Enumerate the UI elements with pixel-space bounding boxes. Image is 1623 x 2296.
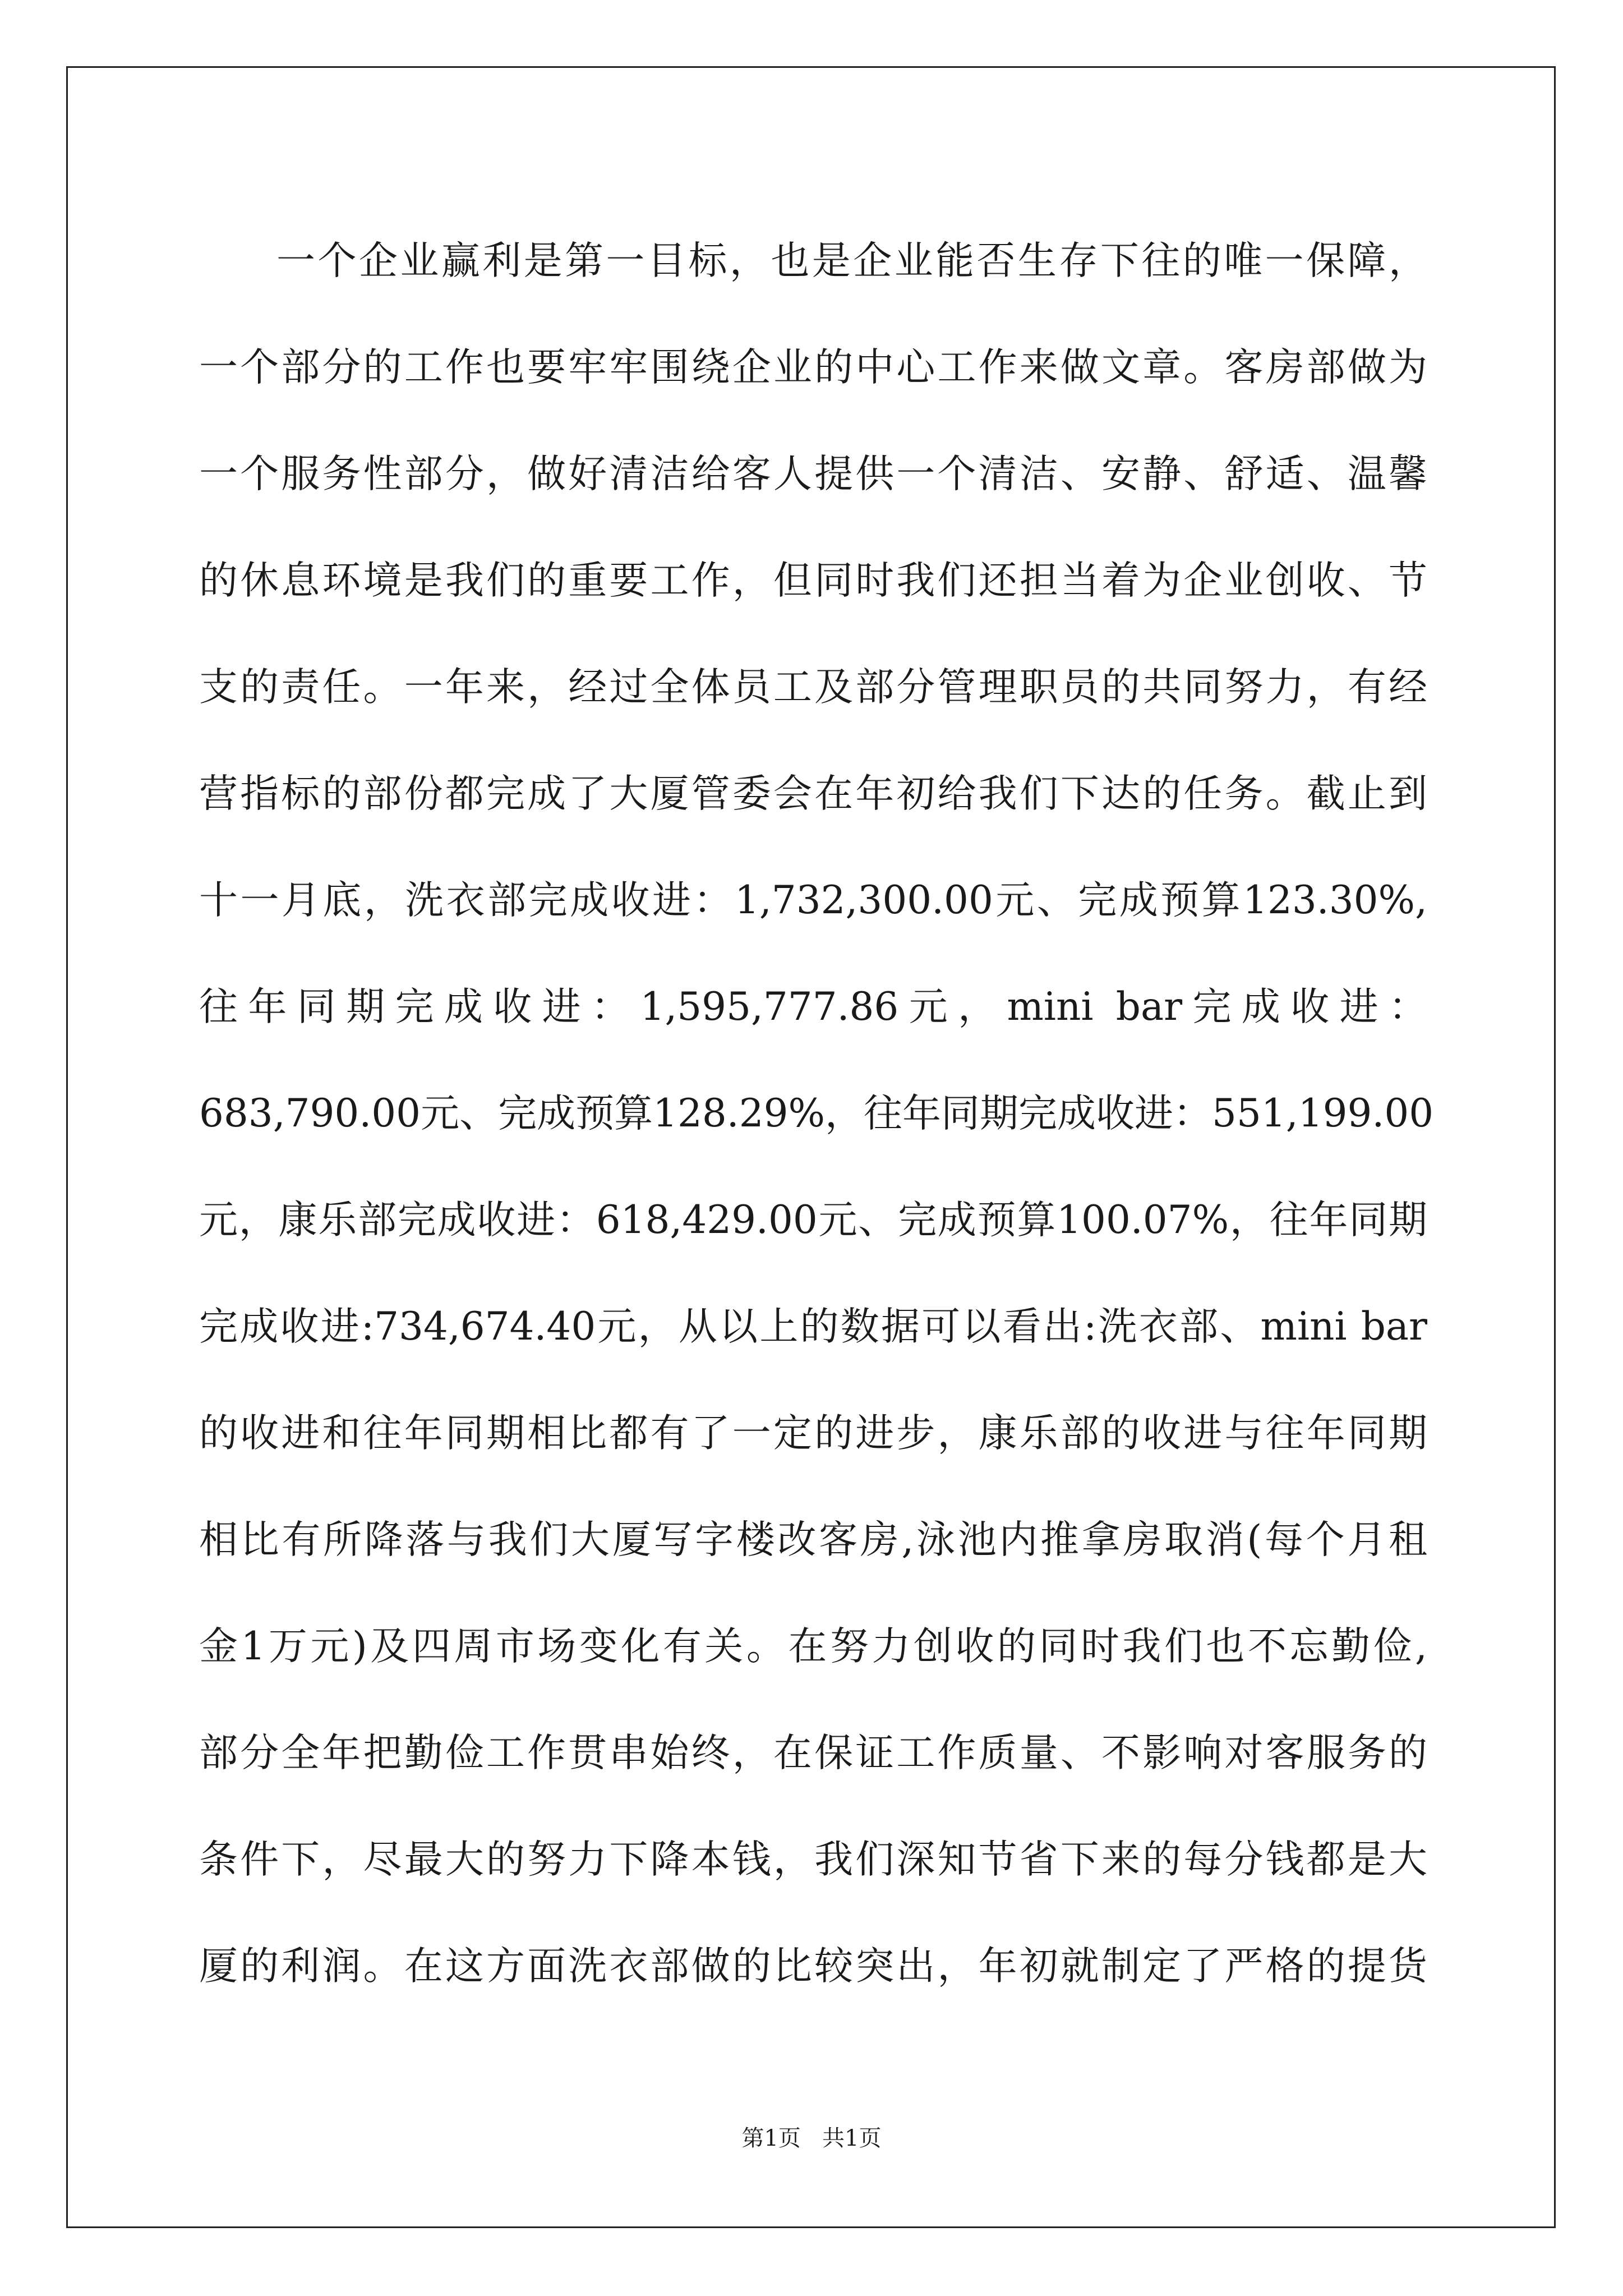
- paragraph-line-1: 一个企业赢利是第一目标，也是企业能否生存下往的唯一保障，: [276, 238, 1427, 283]
- paragraph-line-16: 条件下，尽最大的努力下降本钱，我们深知节省下来的每分钱都是大: [199, 1837, 1427, 1882]
- paragraph-line-11: 完成收进:734,674.40元，从以上的数据可以看出:洗衣部、mini bar: [199, 1304, 1427, 1349]
- paragraph-line-10: 元，康乐部完成收进：618,429.00元、完成预算100.07%，往年同期: [199, 1198, 1427, 1243]
- paragraph-line-15: 部分全年把勤俭工作贯串始终，在保证工作质量、不影响对客服务的: [199, 1731, 1427, 1775]
- paragraph-line-2: 一个部分的工作也要牢牢围绕企业的中心工作来做文章。客房部做为: [199, 345, 1427, 390]
- page-number-footer: 第1页 共1页: [741, 2125, 882, 2151]
- paragraph-line-3: 一个服务性部分，做好清洁给客人提供一个清洁、安静、舒适、温馨: [199, 452, 1427, 496]
- paragraph-line-17: 厦的利润。在这方面洗衣部做的比较突出，年初就制定了严格的提货: [199, 1944, 1427, 1989]
- paragraph-line-12: 的收进和往年同期相比都有了一定的进步，康乐部的收进与往年同期: [199, 1411, 1427, 1456]
- paragraph-line-13: 相比有所降落与我们大厦写字楼改客房,泳池内推拿房取消(每个月租: [199, 1517, 1427, 1562]
- paragraph-line-5: 支的责任。一年来，经过全体员工及部分管理职员的共同努力，有经: [199, 665, 1427, 710]
- paragraph-line-7: 十一月底，洗衣部完成收进：1,732,300.00元、完成预算123.30%,: [199, 878, 1427, 923]
- paragraph-line-8: 往年同期完成收进：1,595,777.86元，mini bar完成收进：: [199, 984, 1427, 1029]
- paragraph-line-14: 金1万元)及四周市场变化有关。在努力创收的同时我们也不忘勤俭,: [199, 1624, 1427, 1669]
- paragraph-line-9: 683,790.00元、完成预算128.29%，往年同期完成收进：551,199.00: [199, 1091, 1434, 1136]
- paragraph-line-4: 的休息环境是我们的重要工作，但同时我们还担当着为企业创收、节: [199, 558, 1427, 603]
- paragraph-line-6: 营指标的部份都完成了大厦管委会在年初给我们下达的任务。截止到: [199, 771, 1427, 816]
- body-paragraph: [199, 208, 1434, 2019]
